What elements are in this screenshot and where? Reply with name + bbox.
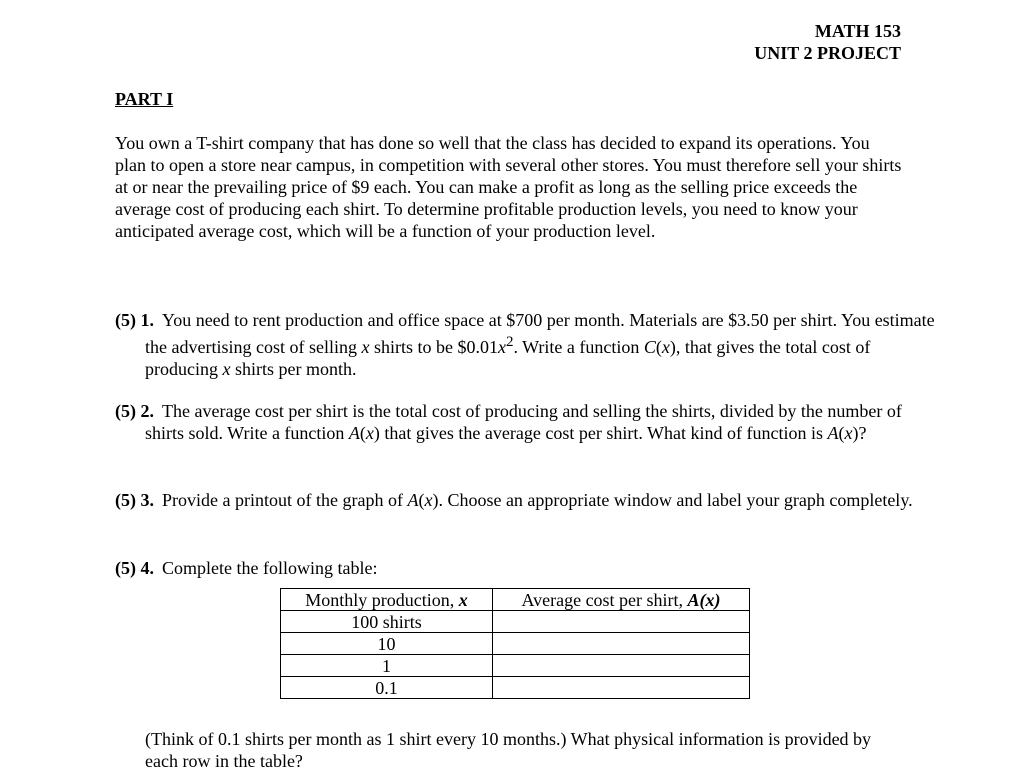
- average-cost-cell: [493, 677, 750, 699]
- question-number: (5) 1.: [115, 310, 154, 330]
- table-row: [281, 655, 750, 677]
- question-1: (5) 1. You need to rent production and office space at $700 per month. Materials are $3.50 per shirt. You estimate the advertising cost of selling x shirts to be $\$0.01x^2$. Write a function C(x), that gives the total cost of producing x shirts per month.: [115, 310, 935, 379]
- table-row: [281, 633, 750, 655]
- production-cell: 0.1: [281, 677, 493, 699]
- average-cost-cell: [493, 633, 750, 655]
- production-cell: 10: [281, 633, 493, 655]
- question-4: (5) 4. Complete the following table:: [115, 558, 378, 578]
- question-number: (5) 4.: [115, 558, 154, 578]
- average-cost-cell: [493, 611, 750, 633]
- table-row: [281, 611, 750, 633]
- unit-title: UNIT 2 PROJECT: [754, 43, 901, 63]
- question-2: (5) 2. The average cost per shirt is the total cost of producing and selling the shirts, divided by the number of shirts sold. Write a function A(x) that gives the average cost per shirt. What kind of function is A(x)?: [115, 401, 902, 443]
- production-cell: 100 shirts: [281, 611, 493, 633]
- production-cell: 1: [281, 655, 493, 677]
- table-note: (Think of 0.1 shirts per month as 1 shirt every 10 months.) What physical information is provided by each row in the table?: [145, 729, 872, 771]
- document-header: [754, 20, 901, 64]
- question-number: (5) 3.: [115, 490, 154, 510]
- question-3: (5) 3. Provide a printout of the graph of A(x). Choose an appropriate window and label your graph completely.: [115, 490, 913, 510]
- intro-paragraph: You own a T-shirt company that has done so well that the class has decided to expand its operations. You plan to open a store near campus, in competition with several other stores. You must therefore sell your shirts at or near the prevailing price of $9 each. You can make a profit as long as the selling price exceeds the average cost of producing each shirt. To determine profitable production levels, you need to know your anticipated average cost, which will be a function of your production level.: [115, 133, 902, 241]
- part-title: PART I: [115, 89, 174, 109]
- question-number: (5) 2.: [115, 401, 154, 421]
- table-header-row: [281, 589, 750, 611]
- table-row: [281, 677, 750, 699]
- column-header-average-cost: Average cost per shirt, A(x): [493, 589, 750, 611]
- column-header-production: Monthly production, x: [281, 589, 493, 611]
- average-cost-cell: [493, 655, 750, 677]
- production-cost-table: [280, 588, 750, 699]
- course-code: MATH 153: [814, 21, 901, 41]
